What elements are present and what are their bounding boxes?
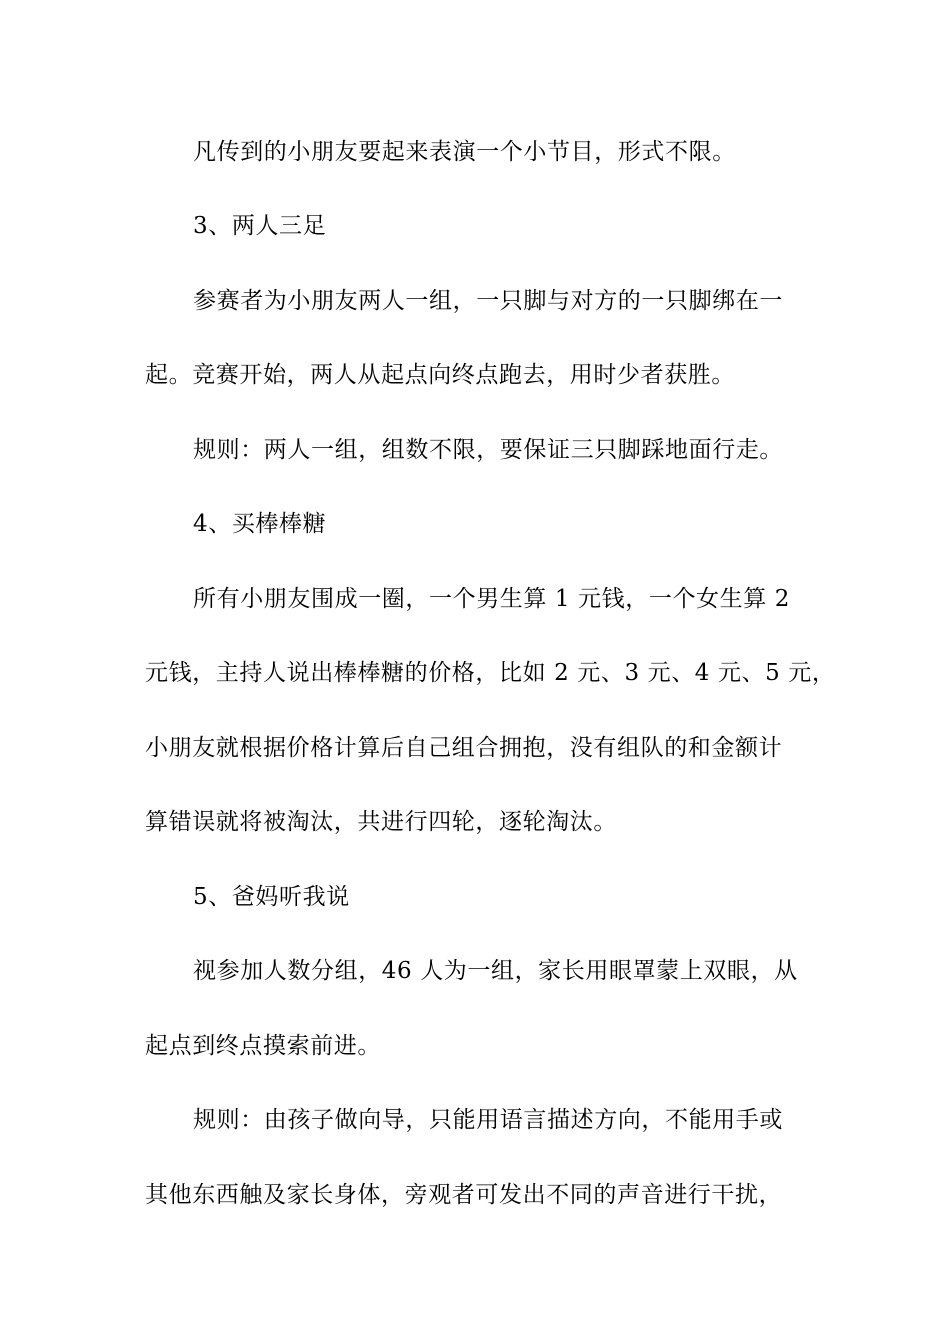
paragraph-line: 元钱，主持人说出棒棒糖的价格，比如 2 元、3 元、4 元、5 元，	[145, 660, 836, 686]
paragraph-line: 规则：由孩子做向导，只能用语言描述方向，不能用手或	[193, 1107, 783, 1133]
paragraph-line: 其他东西触及家长身体，旁观者可发出不同的声音进行干扰，	[145, 1182, 783, 1208]
paragraph-line: 视参加人数分组，46 人为一组，家长用眼罩蒙上双眼，从	[193, 958, 798, 984]
paragraph-line: 算错误就将被淘汰，共进行四轮，逐轮淘汰。	[145, 809, 617, 835]
paragraph-line: 凡传到的小朋友要起来表演一个小节目，形式不限。	[193, 139, 736, 165]
section-heading: 5、爸妈听我说	[193, 884, 350, 910]
paragraph-line: 小朋友就根据价格计算后自己组合拥抱，没有组队的和金额计	[145, 735, 783, 761]
section-heading: 3、两人三足	[193, 213, 327, 239]
paragraph-line: 所有小朋友围成一圈，一个男生算 1 元钱，一个女生算 2	[193, 586, 790, 612]
paragraph-line: 起。竞赛开始，两人从起点向终点跑去，用时少者获胜。	[145, 362, 735, 388]
paragraph-line: 规则：两人一组，组数不限，要保证三只脚踩地面行走。	[193, 437, 783, 463]
section-heading: 4、买棒棒糖	[193, 511, 327, 537]
paragraph-line: 参赛者为小朋友两人一组，一只脚与对方的一只脚绑在一	[193, 288, 783, 314]
paragraph-line: 起点到终点摸索前进。	[145, 1033, 381, 1059]
